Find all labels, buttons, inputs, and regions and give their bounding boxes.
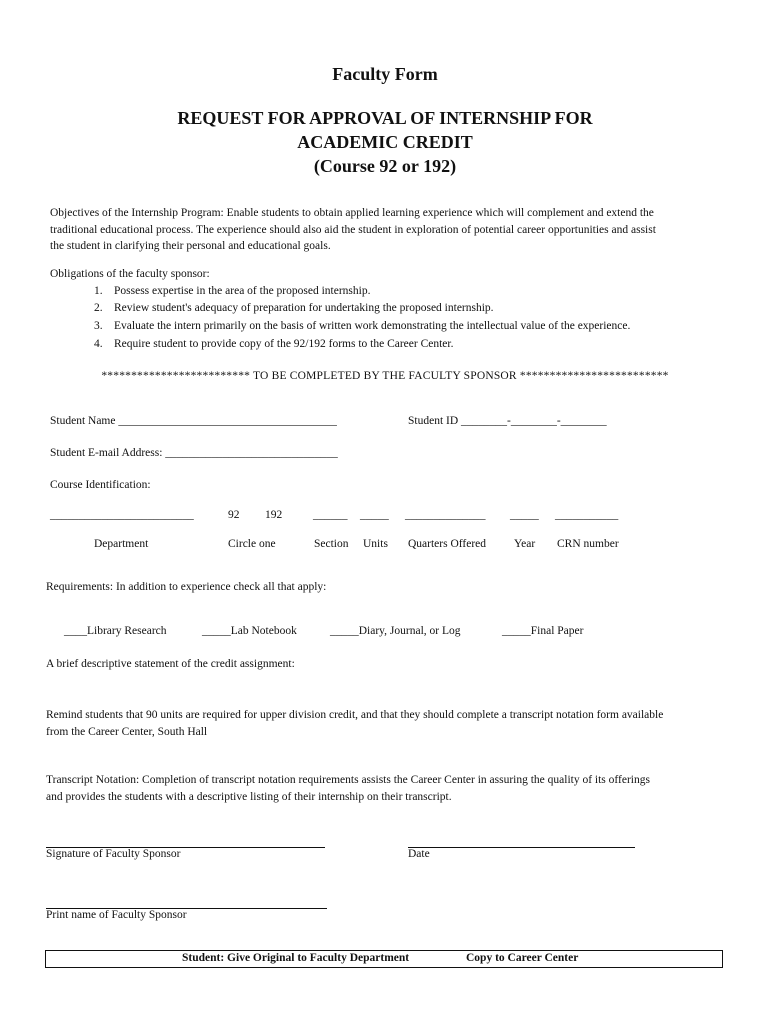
give-original-text: Student: Give Original to Faculty Department	[182, 952, 410, 964]
obligation-item-2	[94, 302, 494, 314]
student-name-field[interactable]: Student Name ______________________________________	[50, 415, 337, 427]
copy-career-center-text: Copy to Career Center	[466, 952, 579, 964]
transcript-line1: Transcript Notation: Completion of transcript notation requirements assists the Career Center in assuring the quality of its offerings	[46, 774, 650, 786]
date-label: Date	[408, 848, 430, 860]
objectives-line2: traditional educational process. The experience should also aid the student in exploration of potential career opportunities and assist	[50, 223, 656, 236]
circle-one-label: Circle one	[228, 538, 276, 550]
crn-field[interactable]: ___________	[555, 509, 619, 521]
remind-line1: Remind students that 90 units are required for upper division credit, and that they should complete a transcript notation form available	[46, 709, 664, 721]
course-identification-label: Course Identification:	[50, 479, 151, 491]
department-label: Department	[94, 538, 149, 550]
brief-statement-label: A brief descriptive statement of the credit assignment:	[46, 658, 295, 670]
objectives-paragraph	[50, 205, 730, 255]
year-field[interactable]: _____	[510, 509, 539, 521]
year-label: Year	[514, 538, 536, 550]
obligation-number: 4.	[94, 338, 103, 350]
routing-footer	[45, 950, 723, 968]
request-title-line2: ACADEMIC CREDIT	[297, 132, 473, 152]
units-label: Units	[363, 538, 388, 550]
obligation-number: 3.	[94, 320, 103, 332]
objectives-line1: Objectives of the Internship Program: Enable students to obtain applied learning experience which will complement and extend the	[50, 207, 654, 219]
course-192-option[interactable]: 192	[265, 509, 283, 521]
obligation-item-1	[94, 285, 370, 297]
crn-label: CRN number	[557, 538, 619, 550]
library-research-check[interactable]: ____Library Research	[64, 625, 167, 637]
course-92-option[interactable]: 92	[228, 509, 240, 521]
obligation-number: 1.	[94, 285, 103, 297]
print-name-label: Print name of Faculty Sponsor	[46, 909, 187, 921]
request-title-line1: REQUEST FOR APPROVAL OF INTERNSHIP FOR	[177, 108, 593, 128]
quarters-label: Quarters Offered	[408, 538, 487, 550]
request-title	[0, 106, 770, 178]
obligation-text: Review student's adequacy of preparation for undertaking the proposed internship.	[114, 302, 494, 314]
requirements-heading: Requirements: In addition to experience check all that apply:	[46, 581, 327, 593]
obligation-number: 2.	[94, 302, 103, 314]
date-line[interactable]	[408, 847, 635, 848]
student-id-field[interactable]: Student ID ________-________-________	[408, 415, 607, 427]
sponsor-signature-label: Signature of Faculty Sponsor	[46, 848, 181, 860]
section-field[interactable]: ______	[313, 509, 348, 521]
remind-line2: from the Career Center, South Hall	[46, 725, 208, 738]
form-title: Faculty Form	[332, 64, 438, 84]
transcript-line2: and provides the students with a descriptive listing of their internship on their transcript.	[46, 790, 452, 803]
quarters-field[interactable]: ______________	[405, 509, 486, 521]
section-label: Section	[314, 538, 349, 550]
department-field[interactable]: _________________________	[50, 509, 194, 521]
student-email-field[interactable]: Student E-mail Address: ______________________________	[50, 447, 338, 459]
request-title-line3: (Course 92 or 192)	[313, 156, 457, 176]
final-paper-check[interactable]: _____Final Paper	[502, 625, 584, 637]
lab-notebook-check[interactable]: _____Lab Notebook	[202, 625, 297, 637]
remind-paragraph	[46, 707, 736, 740]
obligation-item-3	[94, 320, 630, 332]
obligation-text: Evaluate the intern primarily on the basis of written work demonstrating the intellectual value of the experience.	[114, 320, 631, 332]
obligations-heading: Obligations of the faculty sponsor:	[50, 268, 210, 280]
diary-journal-check[interactable]: _____Diary, Journal, or Log	[330, 625, 461, 637]
obligation-item-4	[94, 338, 454, 350]
objectives-line3: the student in clarifying their personal and educational goals.	[50, 240, 331, 252]
sponsor-banner: ************************* TO BE COMPLETED BY THE FACULTY SPONSOR *************************	[101, 370, 669, 382]
obligation-text: Possess expertise in the area of the proposed internship.	[114, 285, 371, 297]
units-field[interactable]: _____	[360, 509, 389, 521]
obligation-text: Require student to provide copy of the 92/192 forms to the Career Center.	[114, 338, 454, 350]
transcript-paragraph	[46, 772, 736, 805]
